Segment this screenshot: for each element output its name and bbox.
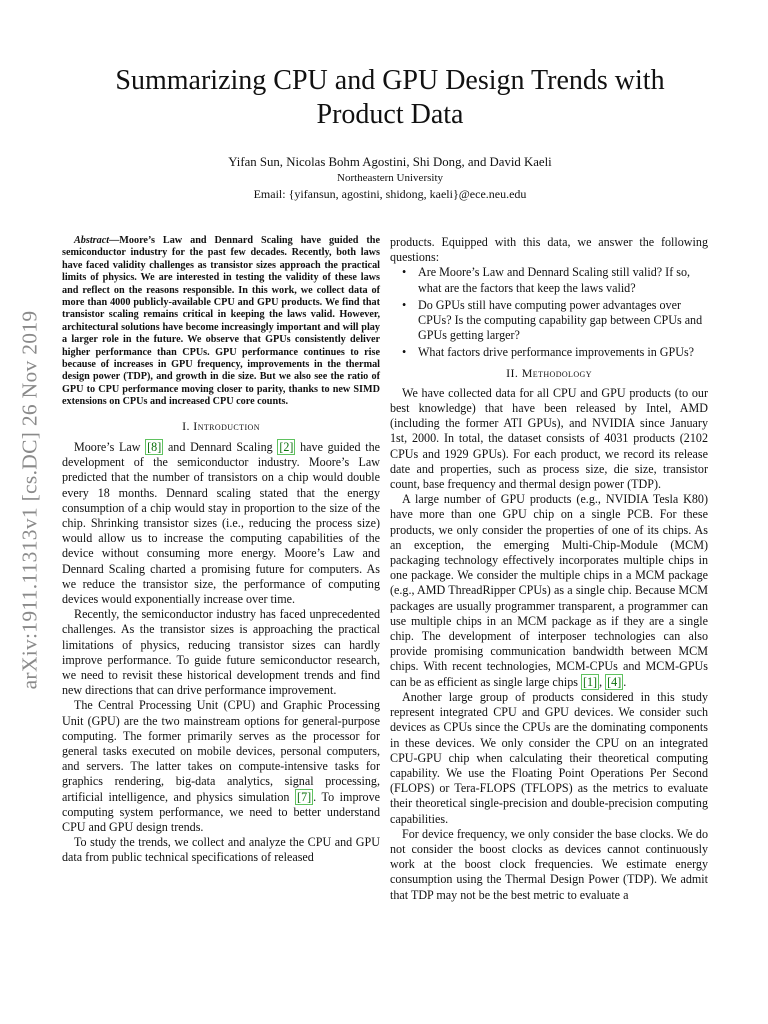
abstract-label: Abstract xyxy=(74,235,110,246)
abstract xyxy=(62,235,380,409)
citation-8[interactable]: [8] xyxy=(147,439,162,454)
intro-p1-text-b: and Dennard Scaling xyxy=(163,439,278,454)
intro-p1-text-c: have guided the development of the semiconductor industry. Moore’s Law predicted that the number of transistors on a chip would double every 18 months. Dennard scaling stated that the energy consumption of a chip would stay in proportion to the size of the chip. Shrinking transistor sizes (i.e., reducing the process size) would allow us to increase the computing capabilities of the device without consuming more energy. Moore’s Law and Dennard Scaling charted a promising future for computers. As we reduce the transistor size, the performance of computing devices would exponentially increase over time. xyxy=(62,439,380,606)
arxiv-sidebar xyxy=(8,265,52,735)
questions-intro-paragraph: products. Equipped with this data, we answer the following questions: xyxy=(390,235,708,265)
left-column xyxy=(62,235,380,866)
author-list: Yifan Sun, Nicolas Bohm Agostini, Shi Dong, and David Kaeli xyxy=(228,155,552,169)
methodology-paragraph-3: Another large group of products considered in this study represent integrated CPU and GPU devices. We consider such devices as CPUs since the CPUs are the dominating components in these devices. We only consider the CPU on an integrated CPU-GPU chip when calculating their theoretical computing capability. We use the Floating Point Operations Per Second (FLOPS) or Tera-FLOPS (TFLOPS) as the metrics to evaluate their theoretical single-precision and double-precision computing capabilities. xyxy=(390,689,708,826)
intro-paragraph-3 xyxy=(62,698,380,835)
arxiv-identifier: arXiv:1911.11313v1 [cs.DC] 26 Nov 2019 xyxy=(17,310,42,690)
question-item: • What factors drive performance improvements in GPUs? xyxy=(418,345,708,360)
intro-p1-text-a: Moore’s Law xyxy=(74,439,146,454)
intro-p3-text-b: . To improve computing system performance, we need to better understand CPU and GPU design trends. xyxy=(62,789,380,834)
meth-p2-text-a: A large number of GPU products (e.g., NVIDIA Tesla K80) have more than one GPU chip on a single PCB. For these products, we only consider the properties of one of its chips. As an exception, the emerging Multi-Chip-Module (MCM) packaging technology effectively incorporates multiple chips in one package. We consider the multiple chips in a MCM package (e.g., AMD ThreadRipper CPUs) as a single chip. Because MCM packages are usually programmer transparent, a programmer can use multiple chips in an MCM package as if they are a single chip. The development of interposer technologies can also provide promising communication bandwidth between MCM chips. With recent technologies, MCM-CPUs and MCM-GPUs can be as efficient as single large chips xyxy=(390,492,708,689)
research-questions-list xyxy=(390,265,708,360)
intro-p3-text-a: The Central Processing Unit (CPU) and Graphic Processing Unit (GPU) are the two mainstream options for general-purpose computing. The former primarily serves as the processor for general tasks executed on mobile devices, personal computers, and servers. The latter takes on compute-intensive tasks for graphics rendering, big-data analytics, signal processing, artificial intelligence, and physics simulation xyxy=(62,698,380,804)
right-column xyxy=(390,235,708,903)
title-line-2: Product Data xyxy=(316,99,464,130)
meth-p2-separator: , xyxy=(599,674,606,689)
abstract-text: —Moore’s Law and Dennard Scaling have guided the semiconductor industry for the past few decades. Recently, both laws have faced validity challenges as transistor sizes approach the practical limits of physics. We are interested in testing the validity of these laws and reflect on the reasons responsible. In this work, we collect data of more than 4000 publicly-available CPU and GPU products. We find that transistor scaling remains critical in keeping the laws valid. However, architectural solutions have become increasingly important and will play a larger role in the future. We observe that GPUs consistently deliver higher performance than CPUs. GPU performance continues to rise because of increases in GPU frequency, improvements in the thermal design power (TDP), and growth in die size. But we also see the ratio of GPU to CPU performance moving closer to parity, thanks to new SIMD extensions on CPUs and increased CPU core counts. xyxy=(62,235,380,408)
question-item: • Do GPUs still have computing power advantages over CPUs? Is the computing capability gap between CPUs and GPUs getting larger? xyxy=(418,298,708,344)
methodology-paragraph-2 xyxy=(390,492,708,690)
section-introduction-heading: I. Introduction xyxy=(182,418,260,433)
intro-paragraph-1 xyxy=(62,440,380,607)
section-methodology-heading: II. Methodology xyxy=(506,365,592,380)
question-item: • Are Moore’s Law and Dennard Scaling still valid? If so, what are the factors that keep the laws valid? xyxy=(418,265,708,295)
intro-paragraph-2: Recently, the semiconductor industry has faced unprecedented challenges. As the transistor sizes is approaching the practical limitations of physics, reducing transistor sizes can hardly improve performance. To guide future semiconductor research, we need to revisit these historical development trends and find new directions that can drive performance improvement. xyxy=(62,607,380,698)
citation-1[interactable]: [1] xyxy=(582,674,598,689)
citation-2[interactable]: [2] xyxy=(279,439,294,454)
methodology-paragraph-4: For device frequency, we only consider the base clocks. We do not consider the boost clocks as devices cannot continuously work at the boost clock frequencies. We estimate energy consumption using the Thermal Design Power (TDP). We admit that TDP may not be the best metric to evaluate a xyxy=(390,826,708,902)
citation-4[interactable]: [4] xyxy=(607,674,622,689)
affiliation: Northeastern University xyxy=(337,172,443,184)
paper-title xyxy=(60,64,720,132)
meth-p2-text-b: . xyxy=(623,674,627,689)
citation-7[interactable]: [7] xyxy=(297,789,312,804)
author-email: Email: {yifansun, agostini, shidong, kaeli}@ece.neu.edu xyxy=(253,187,527,201)
title-line-1: Summarizing CPU and GPU Design Trends with xyxy=(115,65,665,96)
methodology-paragraph-1: We have collected data for all CPU and GPU products (to our best knowledge) that have been released by Intel, AMD (including the former ATI GPUs), and NVIDIA since January 1st, 2000. In total, the dataset consists of 4031 products (2102 CPUs and 1929 GPUs). For each product, we record its release date and properties, such as process size, die size, transistor count, base frequency and thermal design power (TDP). xyxy=(390,385,708,492)
intro-paragraph-4: To study the trends, we collect and analyze the CPU and GPU data from public technical specifications of released xyxy=(62,835,380,865)
